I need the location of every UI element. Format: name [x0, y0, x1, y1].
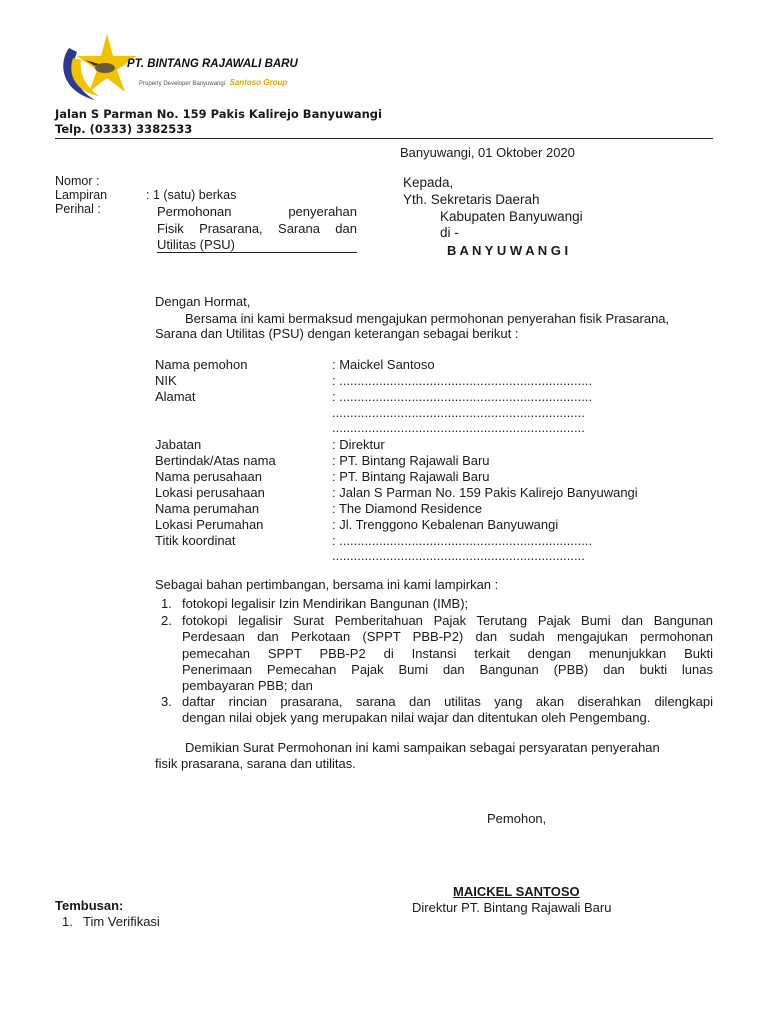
recipient-kepada: Kepada,: [403, 175, 454, 190]
company-logo: [55, 30, 298, 105]
recipient-city: B A N Y U W A N G I: [447, 243, 569, 258]
perihal-label: Perihal :: [55, 202, 101, 216]
intro-line-1: Bersama ini kami bermaksud mengajukan permohonan penyerahan fisik Prasarana,: [185, 311, 670, 326]
header-divider: [55, 138, 713, 139]
attachment-line: fotokopi legalisir Surat Pemberitahuan Pajak Terutang Pajak Bumi dan Bangunan: [182, 613, 713, 628]
recipient-line-2: Kabupaten Banyuwangi: [440, 209, 583, 224]
perihal-line-1: Permohonan penyerahan: [157, 204, 357, 219]
recipient-line-1: Yth. Sekretaris Daerah: [403, 192, 540, 207]
lampiran-label: Lampiran: [55, 188, 108, 202]
recipient-line-3: di -: [440, 225, 459, 240]
perihal-underline: [157, 252, 357, 253]
pemohon-label: Pemohon,: [487, 811, 547, 826]
company-phone: Telp. (0333) 3382533: [55, 122, 193, 136]
nomor-label: Nomor :: [55, 174, 100, 188]
signer-name: MAICKEL SANTOSO: [453, 884, 580, 899]
intro-line-2: Sarana dan Utilitas (PSU) dengan keterangan sebagai berikut :: [155, 326, 519, 341]
attachment-number: 1.: [161, 596, 172, 611]
tagline-text: Property Developer Banyuwangi: [139, 81, 226, 87]
attachment-number: 2.: [161, 613, 172, 628]
attachment-line: dengan nilai objek yang merupakan nilai wajar dan ditentukan oleh Pengembang.: [182, 710, 651, 725]
tembusan-item: Tim Verifikasi: [83, 914, 160, 929]
attachment-line: Penerimaan Pemecahan Pajak Bumi dan Bangunan (PBB) dan bukti lunas: [182, 662, 713, 677]
perihal-line-3: Utilitas (PSU): [157, 237, 236, 252]
group-name: Santoso Group: [229, 78, 288, 87]
recipient-block: [400, 174, 710, 264]
closing-line-2: fisik prasarana, sarana dan utilitas.: [155, 756, 356, 771]
place-date: Banyuwangi, 01 Oktober 2020: [400, 145, 575, 160]
closing-line-1: Demikian Surat Permohonan ini kami sampaikan sebagai persyaratan penyerahan: [185, 740, 660, 755]
lampiran-value: : 1 (satu) berkas: [146, 188, 237, 202]
perihal-line-2: Fisik Prasarana, Sarana dan: [157, 221, 357, 236]
attachments-intro: Sebagai bahan pertimbangan, bersama ini kami lampirkan :: [155, 577, 499, 592]
attachment-line: fotokopi legalisir Izin Mendirikan Bangunan (IMB);: [182, 596, 469, 611]
tembusan-label: Tembusan:: [55, 898, 124, 913]
company-name: PT. BINTANG RAJAWALI BARU: [127, 58, 298, 70]
attachment-line: pemecahan SPPT PBB-P2 di Instansi terkait dengan menunjukkan Bukti: [182, 646, 713, 661]
details-table: Nama pemohon : Maickel Santoso NIK : ...................................................................... Alamat : ...................................................................... ...................................................................... ...................................................................... Jabatan : Direktur Bertindak/Atas nama : PT. Bintang Rajawali Baru Nama perusahaan : PT. Bintang Rajawali Baru Lokasi perusahaan : Jalan S Parman No. 159 Pakis Kalirejo Banyuwangi Nama perumahan : The Diamond Residence Lokasi Perumahan : Jl. Trenggono Kebalenan Banyuwangi Titik koordinat : ...................................................................... ......................................................................: [155, 357, 638, 563]
tembusan-number: 1.: [62, 914, 73, 929]
attachment-line: daftar rincian prasarana, sarana dan utilitas yang akan diserahkan dilengkapi: [182, 694, 713, 709]
attachment-line: pembayaran PBB; dan: [182, 678, 313, 693]
company-tagline: [139, 72, 287, 90]
company-address: Jalan S Parman No. 159 Pakis Kalirejo Banyuwangi: [55, 107, 382, 121]
attachment-line: Perdesaan dan Perkotaan (SPPT PBB-P2) dan sudah mengajukan permohonan: [182, 629, 713, 644]
greeting: Dengan Hormat,: [155, 294, 251, 309]
signer-title: Direktur PT. Bintang Rajawali Baru: [412, 900, 612, 915]
attachment-number: 3.: [161, 694, 172, 709]
